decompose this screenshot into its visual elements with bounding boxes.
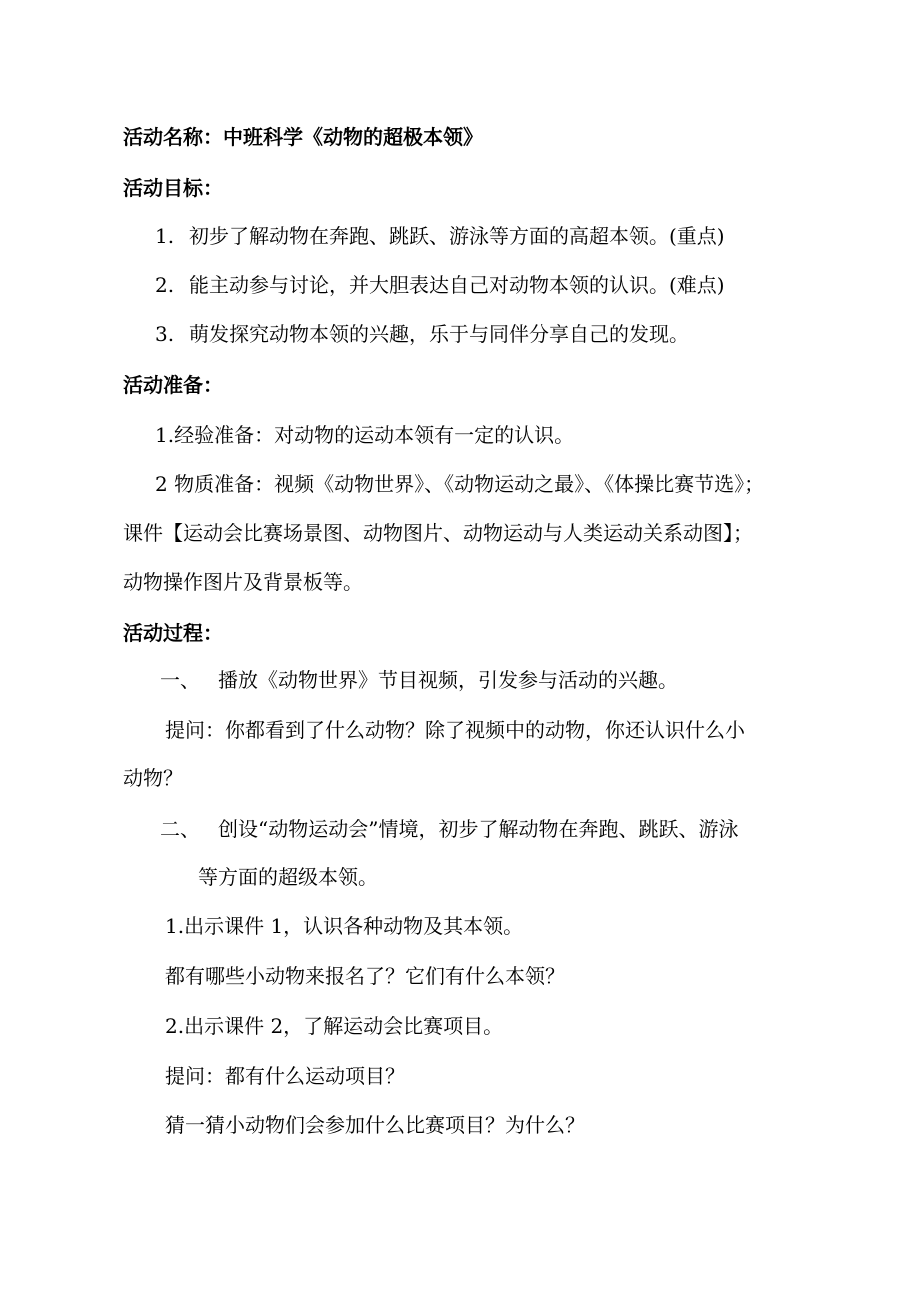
question-1-line-2: 动物？ (123, 766, 183, 790)
step-number: 一、 (160, 668, 200, 692)
step-text: 播放《动物世界》节目视频，引发参与活动的兴趣。 (218, 668, 678, 692)
question-1-line-1: 提问：你都看到了什么动物？除了视频中的动物，你还认识什么小 (165, 718, 745, 742)
goal-item-2 (155, 271, 725, 299)
goal-number: 2. (155, 273, 175, 297)
sub-item-1: 1.出示课件 1，认识各种动物及其本领。 (165, 914, 524, 938)
sub-item-2: 2.出示课件 2，了解运动会比赛项目。 (165, 1014, 504, 1038)
sub-item-2-question-1: 提问：都有什么运动项目？ (165, 1064, 405, 1088)
activity-title: 活动名称：中班科学《动物的超极本领》 (123, 125, 483, 149)
process-heading: 活动过程： (123, 621, 223, 645)
sub-item-2-question-2: 猜一猜小动物们会参加什么比赛项目？为什么？ (165, 1113, 585, 1137)
prep-item-2-line-1: 2 物质准备：视频《动物世界》、《动物运动之最》、《体操比赛节选》； (155, 472, 765, 496)
goal-number: 1. (155, 224, 175, 248)
step-text: 创设“动物运动会”情境，初步了解动物在奔跑、跳跃、游泳 (218, 817, 739, 841)
goal-number: 3. (155, 322, 175, 346)
goals-heading: 活动目标： (123, 176, 223, 200)
step-number: 二、 (160, 817, 200, 841)
process-step-1 (160, 666, 678, 694)
goal-item-1 (155, 222, 725, 250)
process-step-2-continued: 等方面的超级本领。 (198, 865, 378, 889)
sub-item-1-question: 都有哪些小动物来报名了？它们有什么本领？ (165, 964, 565, 988)
prep-heading: 活动准备： (123, 373, 223, 397)
prep-item-2-line-2: 课件【运动会比赛场景图、动物图片、动物运动与人类运动关系动图】； (123, 521, 753, 545)
prep-item-1: 1.经验准备：对动物的运动本领有一定的认识。 (155, 423, 575, 447)
goal-text: 初步了解动物在奔跑、跳跃、游泳等方面的高超本领。(重点) (189, 224, 725, 248)
goal-text: 萌发探究动物本领的兴趣，乐于与同伴分享自己的发现。 (189, 322, 689, 346)
prep-item-2-line-3: 动物操作图片及背景板等。 (123, 570, 363, 594)
goal-text: 能主动参与讨论，并大胆表达自己对动物本领的认识。(难点) (189, 273, 725, 297)
process-step-2 (160, 815, 738, 843)
goal-item-3 (155, 320, 689, 348)
